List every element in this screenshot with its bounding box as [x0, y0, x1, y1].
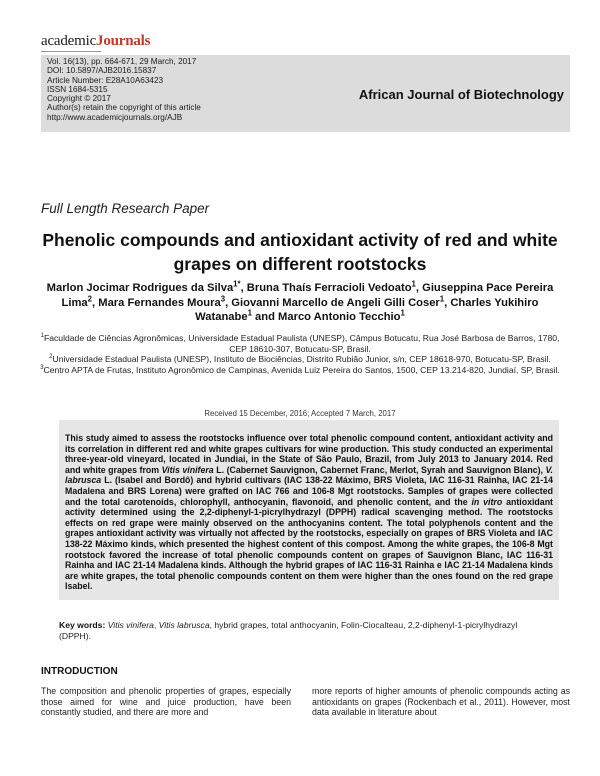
meta-article-number: Article Number: E28A10A63423 — [47, 75, 164, 85]
meta-doi[interactable]: DOI: 10.5897/AJB2016.15837 — [47, 66, 157, 76]
journal-name: African Journal of Biotechnology — [358, 87, 564, 102]
logo-text-journals: Journals — [96, 33, 151, 49]
affiliation-2: $^2$Universidade Estadual Paulista (UNESP), Instituto de Biociências, Distrito Rubião Junior, s/n, CEP 18618-970, Botucatu-SP, Brasil. — [49, 354, 551, 365]
intro-column-right: more reports of higher amounts of phenolic compounds acting as antioxidants on grapes (Rockenbach et al., 2011). However, most data available in literature about — [312, 686, 570, 718]
publisher-logo — [41, 33, 150, 50]
section-heading-introduction: INTRODUCTION — [41, 666, 118, 677]
logo-text-academic: academic — [41, 33, 97, 49]
meta-journal-url[interactable]: http://www.academicjournals.org/AJB — [47, 112, 183, 122]
affiliation-3: $^3$Centro APTA de Frutas, Instituto Agronômico de Campinas, Avenida Luiz Pereira do Santos, 1500, CEP 13.214-820, Jundiaí, SP, Brasil. — [40, 364, 560, 375]
meta-rights: Author(s) retain the copyright of this article — [47, 103, 201, 113]
keywords-label: Key words: — [59, 620, 106, 630]
meta-issn: ISSN 1684-5315 — [47, 84, 108, 94]
received-dates: Received 15 December, 2016; Accepted 7 March, 2017 — [204, 409, 396, 418]
article-type: Full Length Research Paper — [41, 201, 210, 216]
keywords: Key words: Vitis vinifera, Vitis labrusca, hybrid grapes, total anthocyanin, Folin-Ciocalteau, 2,2-diphenyl-1-picrylhydrazyl (DPPH). — [59, 620, 518, 641]
article-meta — [47, 57, 201, 122]
abstract: This study aimed to assess the rootstocks influence over total phenolic compound content, antioxidant activity and its correlation in different red and white grapes cultivars for wine production. This study conducted an experimental three-year-old vineyard, located in Jundiai, in the State of São Paulo, Brazil, from July 2013 to January 2014. Red and white grapes from Vitis vinifera L. (Cabernet Sauvignon, Cabernet Franc, Merlot, Syrah and Sauvignon Blanc), V. labrusca L. (Isabel and Bordô) and hybrid cultivars (IAC 138-22 Máximo, BRS Violeta, IAC 116-31 Rainha, IAC 21-14 Madalena and BRS Lorena) were grafted on IAC 766 and 106-8 Mgt rootstocks. Samples of grapes were collected and the total carotenoids, chlorophyll, anthocyanin, flavonoid, and phenolic content, and the in vitro antioxidant activity determined using the 2,2-diphenyl-1-picrylhydrazyl (DPPH) radical scavenging method. The rootstocks effects on red grape were mainly observed on the anthocyanins content. The total polyphenols content and the grapes antioxidant activity was virtually not affected by the rootstocks, especially on grapes of BRS Violeta and IAC 138-22 Máximo kinds, which presented the highest content of this compost. Among the white grapes, the 106-8 Mgt rootstock favored the increase of total phenolic compounds content on grapes of Sauvignon Blanc, IAC 116-31 Rainha and IAC 21-14 Madalena kinds. Although the hybrid grapes of IAC 116-31 Rainha e IAC 21-14 Madalena kinds are white grapes, the total phenolic compounds content on them were higher than the ones found on the red grape Isabel. — [59, 420, 559, 600]
logo-underline — [41, 51, 101, 52]
author-list: Marlon Jocimar Rodrigues da Silva$^{1*}$, Bruna Thaís Ferracioli Vedoato$^1$, Giuseppina Pace Pereira Lima$^2$, Mara Fernandes Moura$^3$, Giovanni Marcello de Angeli Gilli Coser$^1$, Charles Yukihiro Watanabe$^1$ and Marco Antonio Tecchio$^1$ — [46, 279, 554, 324]
meta-volume: Vol. 16(13), pp. 664-671, 29 March, 2017 — [47, 57, 197, 66]
intro-column-left: The composition and phenolic properties of grapes, especially those aimed for wine and juice production, have been constantly studied, and there are more and — [41, 686, 291, 718]
paper-title: Phenolic compounds and antioxidant activity of red and white grapes on different rootstocks — [42, 230, 558, 274]
article-info-bar — [41, 55, 570, 132]
affiliation-1: $^1$Faculdade de Ciências Agronômicas, Universidade Estadual Paulista (UNESP), Câmpus Botucatu, Rua José Barbosa de Barros, 1780, CEP 18610-307, Botucatu-SP, Brasil. — [40, 333, 560, 354]
affiliations — [40, 333, 560, 375]
meta-copyright: Copyright © 2017 — [47, 94, 111, 104]
